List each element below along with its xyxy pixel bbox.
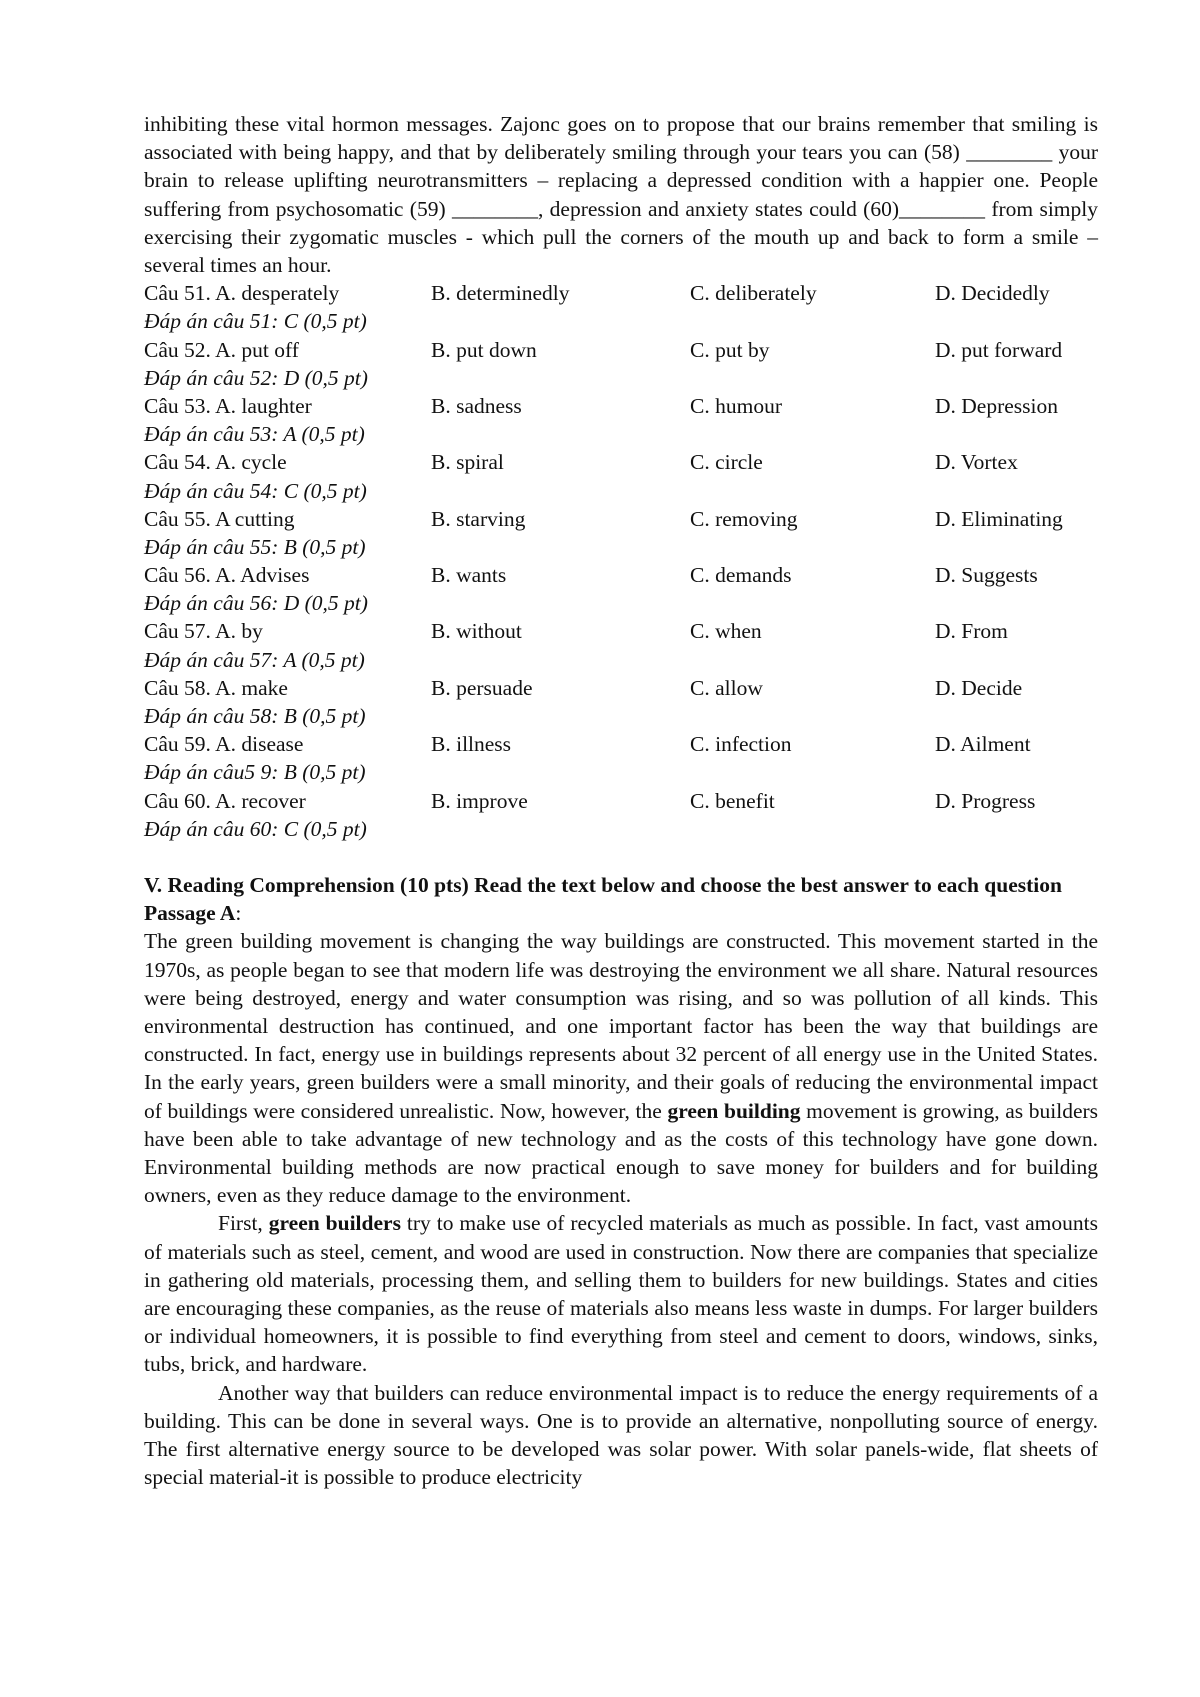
passage-label — [144, 899, 1098, 927]
option-d: D. From — [935, 619, 1008, 644]
option-a: Câu 55. A cutting — [144, 506, 295, 531]
option-d: D. put forward — [935, 337, 1063, 362]
passage-paragraph-1 — [144, 927, 1098, 1209]
section-heading: V. Reading Comprehension (10 pts) Read the text below and choose the best answer to each question — [144, 872, 1062, 897]
intro-paragraph: inhibiting these vital hormon messages. Zajonc goes on to propose that our brains remember that smiling is associated with being happy, and that by deliberately smiling through your tears you can (58) ________ your brain to release uplifting neurotransmitters – replacing a depressed condition with a happier one. People suffering from psychosomatic (59) ________, depression and anxiety states could (60)________ from simply exercising their zygomatic muscles - which pull the corners of the mouth up and back to form a smile – several times an hour. — [144, 112, 1098, 278]
document-page — [144, 110, 1098, 1491]
option-a: Câu 59. A. disease — [144, 732, 304, 757]
option-c: C. humour — [690, 393, 782, 418]
passage-text: The green building movement is changing the way buildings are constructed. This movement started in the 1970s, as people began to see that modern life was destroying the environment we all share. Natural resources were being destroyed, energy and water consumption was rising, and so was pollution of all kinds. This environmental destruction has continued, and one important factor has been the way that buildings are constructed. In fact, energy use in buildings represents about 32 percent of all energy use in the United States. In the early years, green builders were a small minority, and their goals of reducing the environmental impact of buildings were considered unrealistic. Now, however, the — [144, 929, 1098, 1123]
answer-key: Đáp án câu 52: D (0,5 pt) — [144, 365, 368, 390]
option-a: Câu 53. A. laughter — [144, 393, 312, 418]
option-c: C. deliberately — [690, 281, 817, 306]
option-d: D. Suggests — [935, 563, 1038, 588]
question-block — [144, 674, 1098, 730]
question-row — [144, 674, 1098, 702]
option-b: B. without — [431, 619, 522, 644]
answer-key: Đáp án câu 51: C (0,5 pt) — [144, 309, 367, 334]
option-a: Câu 52. A. put off — [144, 337, 299, 362]
option-b: B. improve — [431, 788, 528, 813]
question-block — [144, 617, 1098, 673]
option-c: C. allow — [690, 675, 763, 700]
answer-key: Đáp án câu 58: B (0,5 pt) — [144, 704, 366, 729]
option-d: D. Vortex — [935, 450, 1018, 475]
option-a: Câu 60. A. recover — [144, 788, 306, 813]
option-a: Câu 56. A. Advises — [144, 563, 310, 588]
option-c: C. circle — [690, 450, 763, 475]
passage-paragraph-3: Another way that builders can reduce environmental impact is to reduce the energy requirements of a building. This can be done in several ways. One is to provide an alternative, nonpolluting source of energy. The first alternative energy source to be developed was solar power. With solar panels-wide, flat sheets of special material-it is possible to produce electricity — [144, 1380, 1098, 1490]
option-c: C. when — [690, 619, 762, 644]
passage-text: First, — [218, 1211, 269, 1236]
option-b: B. persuade — [431, 675, 533, 700]
answer-key: Đáp án câu 54: C (0,5 pt) — [144, 478, 367, 503]
passage-text: try to make use of recycled materials as much as possible. In fact, vast amounts of materials such as steel, cement, and wood are used in construction. Now there are companies that specialize in gathering old materials, processing them, and selling them to builders for new buildings. States and cities are encouraging these companies, as the reuse of materials also means less waste in dumps. For larger builders or individual homeowners, it is possible to find everything from steel and cement to doors, windows, sinks, tubs, brick, and hardware. — [144, 1211, 1098, 1377]
option-c: C. removing — [690, 506, 798, 531]
option-a: Câu 51. A. desperately — [144, 281, 340, 306]
option-d: D. Decidedly — [935, 281, 1050, 306]
answer-key: Đáp án câu5 9: B (0,5 pt) — [144, 760, 366, 785]
question-row — [144, 392, 1098, 420]
question-row — [144, 617, 1098, 645]
option-b: B. starving — [431, 506, 526, 531]
passage-text: movement is growing, as builders have been able to take advantage of new technology and as the costs of this technology have gone down. Environmental building methods are now practical enough to save money for builders and for building owners, even as they reduce damage to the environment. — [144, 1098, 1099, 1208]
option-d: D. Depression — [935, 393, 1059, 418]
question-block — [144, 448, 1098, 504]
question-row — [144, 787, 1098, 815]
option-a: Câu 58. A. make — [144, 675, 288, 700]
passage-paragraph-2 — [144, 1209, 1098, 1378]
option-c: C. put by — [690, 337, 770, 362]
answer-key: Đáp án câu 60: C (0,5 pt) — [144, 816, 367, 841]
answer-key: Đáp án câu 55: B (0,5 pt) — [144, 534, 366, 559]
option-d: D. Ailment — [935, 732, 1031, 757]
question-row — [144, 505, 1098, 533]
option-b: B. sadness — [431, 393, 522, 418]
option-c: C. benefit — [690, 788, 775, 813]
option-d: D. Eliminating — [935, 506, 1063, 531]
question-row — [144, 561, 1098, 589]
passage-bold-term: green building — [667, 1098, 801, 1123]
question-row — [144, 730, 1098, 758]
option-d: D. Decide — [935, 675, 1023, 700]
passage-label-text: Passage A — [144, 901, 236, 926]
answer-key: Đáp án câu 57: A (0,5 pt) — [144, 647, 365, 672]
question-block — [144, 279, 1098, 335]
option-a: Câu 54. A. cycle — [144, 450, 287, 475]
option-a: Câu 57. A. by — [144, 619, 263, 644]
option-b: B. wants — [431, 563, 507, 588]
question-block — [144, 336, 1098, 392]
option-c: C. demands — [690, 563, 792, 588]
passage-bold-term: green builders — [268, 1211, 401, 1236]
passage-label-colon: : — [235, 901, 242, 926]
question-list — [144, 279, 1098, 843]
option-b: B. determinedly — [431, 281, 570, 306]
option-b: B. illness — [431, 732, 512, 757]
answer-key: Đáp án câu 56: D (0,5 pt) — [144, 591, 368, 616]
question-block — [144, 505, 1098, 561]
question-row — [144, 448, 1098, 476]
question-row — [144, 279, 1098, 307]
question-block — [144, 561, 1098, 617]
option-c: C. infection — [690, 732, 792, 757]
question-block — [144, 787, 1098, 843]
question-block — [144, 730, 1098, 786]
option-b: B. put down — [431, 337, 537, 362]
question-block — [144, 392, 1098, 448]
option-b: B. spiral — [431, 450, 504, 475]
question-row — [144, 336, 1098, 364]
option-d: D. Progress — [935, 788, 1036, 813]
answer-key: Đáp án câu 53: A (0,5 pt) — [144, 422, 365, 447]
